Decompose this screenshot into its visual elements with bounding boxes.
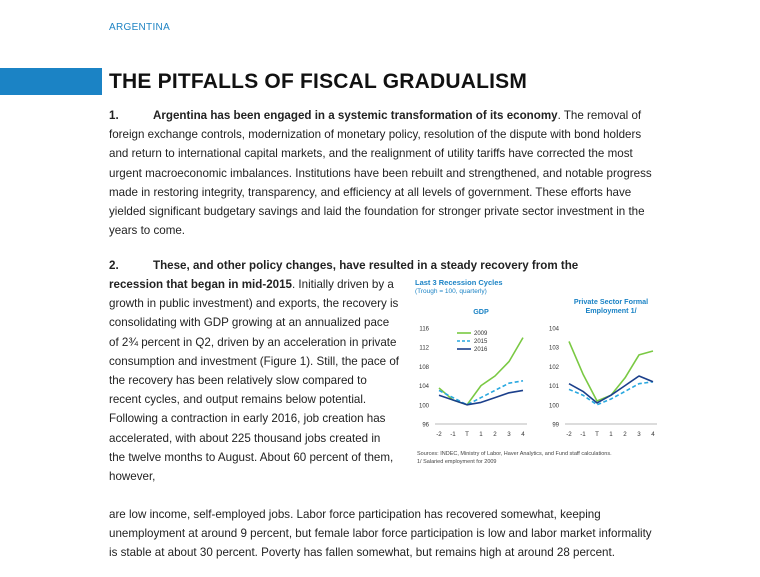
chart-1-series-2015-line bbox=[569, 382, 653, 405]
chart-1-series-2009-line bbox=[569, 341, 653, 401]
paragraph-2-lead-line1: These, and other policy changes, have resulted in a steady recovery from the bbox=[153, 259, 579, 272]
chart-0-y-tick-2: 104 bbox=[418, 384, 429, 391]
paragraph-2-lead-line2: recession that began in mid-2015 bbox=[109, 278, 292, 291]
figure-charts bbox=[405, 276, 663, 448]
chart-0-x-tick-1: -1 bbox=[450, 431, 456, 438]
chart-1-x-tick-2: T bbox=[595, 431, 599, 438]
chart-1-y-tick-2: 101 bbox=[548, 384, 559, 391]
chart-0-title: GDP bbox=[473, 307, 489, 316]
chart-0-legend-label-2009: 2009 bbox=[474, 331, 488, 338]
page-title: THE PITFALLS OF FISCAL GRADUALISM bbox=[109, 70, 528, 93]
paragraph-1-number: 1. bbox=[109, 109, 119, 122]
chart-1-x-tick-3: 1 bbox=[609, 431, 613, 438]
chart-1-x-tick-1: -1 bbox=[580, 431, 586, 438]
chart-0-x-tick-2: T bbox=[465, 431, 469, 438]
chart-1-title-line1: Private Sector Formal bbox=[573, 297, 649, 306]
paragraph-2-body: . Initially driven by a growth in public investment) and exports, the recovery is consolidating with GDP growing at an annualized pace of 2¾ percent in Q2, driven by an acceleration in private consumption and investment (Figure 1). Still, the pace of the recovery has been relatively slow compared to recent cycles, and output remains below potential. Following a contraction in early 2016, job creation has accelerated, with about 225 thousand jobs created in the twelve months to August. About 60 percent of them, however, bbox=[109, 278, 399, 484]
chart-1-y-tick-5: 104 bbox=[548, 326, 559, 333]
paragraph-2-number: 2. bbox=[109, 259, 119, 272]
paragraph-2-wrapped-text bbox=[109, 275, 399, 486]
figure-title: Last 3 Recession Cycles bbox=[415, 278, 503, 287]
chart-1-y-tick-0: 99 bbox=[552, 422, 559, 429]
chart-1-y-tick-4: 103 bbox=[548, 345, 559, 352]
chart-1-y-tick-3: 102 bbox=[548, 364, 559, 371]
chart-0-y-tick-5: 116 bbox=[419, 326, 429, 333]
paragraph-1-body: . The removal of foreign exchange controls, modernization of monetary policy, resolution of the dispute with bond holders and return to international capital markets, and the realignment of utility tariffs have corrected the most urgent macroeconomic imbalances. Institutions have been rebuilt and strengthened, and notable progress made in restoring integrity, transparency, and efficiency at all levels of government. These efforts have yielded significant budgetary savings and laid the foundation for stronger private sector investment in the years to come. bbox=[109, 109, 652, 238]
chart-0-legend-label-2015: 2015 bbox=[474, 339, 488, 346]
chart-1-x-tick-6: 4 bbox=[651, 431, 655, 438]
chart-0-y-tick-3: 108 bbox=[418, 364, 429, 371]
chart-1-y-tick-1: 100 bbox=[548, 403, 559, 410]
chart-0-x-tick-5: 3 bbox=[507, 431, 511, 438]
chart-1-x-tick-4: 2 bbox=[623, 431, 627, 438]
figure-subtitle: (Trough = 100, quarterly) bbox=[415, 288, 487, 295]
chart-0-y-tick-0: 96 bbox=[422, 422, 429, 429]
chart-0-x-tick-6: 4 bbox=[521, 431, 525, 438]
chart-1-title-line2: Employment 1/ bbox=[585, 306, 637, 315]
title-accent-bar bbox=[0, 68, 102, 95]
figure-source bbox=[417, 450, 657, 466]
chart-0-y-tick-4: 112 bbox=[419, 345, 429, 352]
paragraph-1 bbox=[109, 106, 657, 240]
paragraph-1-lead: Argentina has been engaged in a systemic transformation of its economy bbox=[153, 109, 558, 122]
chart-0-y-tick-1: 100 bbox=[418, 403, 429, 410]
figure-source-text: Sources: INDEC, Ministry of Labor, Haver Analytics, and Fund staff calculations. bbox=[417, 451, 612, 457]
chart-0-x-tick-4: 2 bbox=[493, 431, 497, 438]
chart-0-legend-label-2016: 2016 bbox=[474, 347, 488, 354]
chart-1-x-tick-5: 3 bbox=[637, 431, 641, 438]
figure-note: 1/ Salaried employment for 2009 bbox=[417, 459, 497, 465]
paragraph-2-continued: are low income, self-employed jobs. Labor force participation has recovered somewhat, keeping unemployment at around 9 percent, but female labor force participation is low and labor market informality is stable at about 30 percent. Poverty has fallen somewhat, but remains high at around 28 percent. bbox=[109, 508, 652, 560]
chart-0-x-tick-0: -2 bbox=[436, 431, 442, 438]
chart-0-x-tick-3: 1 bbox=[479, 431, 483, 438]
paragraph-2-heading bbox=[109, 256, 657, 275]
chart-1-x-tick-0: -2 bbox=[566, 431, 572, 438]
figure-1 bbox=[405, 276, 663, 498]
section-label: ARGENTINA bbox=[109, 22, 171, 33]
